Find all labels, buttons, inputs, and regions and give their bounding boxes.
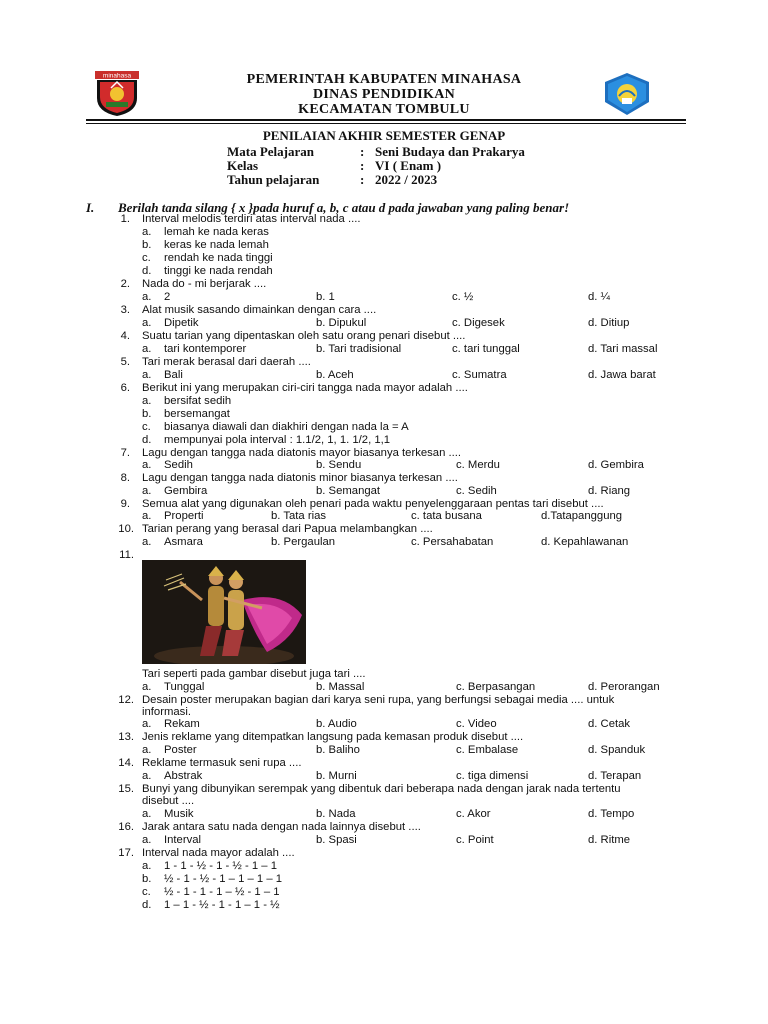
- option-b[interactable]: b. Massal: [316, 681, 365, 693]
- header-rule-thin: [86, 123, 686, 124]
- option-d[interactable]: d. Cetak: [588, 718, 631, 730]
- option-label: a.: [142, 808, 152, 820]
- option-c[interactable]: c. tari tunggal: [452, 343, 520, 355]
- option-a[interactable]: Bali: [164, 369, 183, 381]
- option-text: bersemangat: [164, 408, 230, 420]
- meta-key: Kelas: [227, 158, 259, 173]
- question-text-continued: disebut ....: [142, 795, 195, 807]
- meta-key: Mata Pelajaran: [227, 144, 315, 159]
- question-number: 7.: [120, 447, 130, 459]
- option-d[interactable]: d. Riang: [588, 485, 631, 497]
- meta-value: Seni Budaya dan Prakarya: [375, 144, 525, 159]
- header-line-3: KECAMATAN TOMBULU: [298, 102, 470, 117]
- question-number: 10.: [118, 523, 134, 535]
- question-number: 16.: [118, 821, 134, 833]
- meta-value: 2022 / 2023: [375, 172, 438, 187]
- option-label: a.: [142, 510, 152, 522]
- option-b[interactable]: b. Sendu: [316, 459, 362, 471]
- option-d[interactable]: d. Gembira: [588, 459, 644, 471]
- option-d[interactable]: d. Terapan: [588, 770, 642, 782]
- option-b[interactable]: b. Baliho: [316, 744, 360, 756]
- option-text: 1 – 1 - ½ - 1 - 1 – 1 - ½: [164, 899, 280, 911]
- option-a[interactable]: Gembira: [164, 485, 208, 497]
- option-label: a.: [142, 395, 152, 407]
- question-number: 1.: [120, 213, 130, 225]
- option-d[interactable]: d.Tatapanggung: [541, 510, 623, 522]
- question-text: Desain poster merupakan bagian dari karya seni rupa, yang berfungsi sebagai media .... untuk: [142, 694, 615, 706]
- question-text: Tari merak berasal dari daerah ....: [142, 356, 311, 368]
- option-d[interactable]: d. Ritme: [588, 834, 631, 846]
- option-c[interactable]: c. Sumatra: [452, 369, 507, 381]
- option-b[interactable]: b. Murni: [316, 770, 357, 782]
- option-label: b.: [142, 408, 152, 420]
- option-b[interactable]: b. Dipukul: [316, 317, 367, 329]
- question-text: Reklame termasuk seni rupa ....: [142, 757, 302, 769]
- option-text: rendah ke nada tinggi: [164, 252, 273, 264]
- option-label: a.: [142, 681, 152, 693]
- question-text: Nada do - mi berjarak ....: [142, 278, 267, 290]
- dance-photo: [142, 560, 306, 664]
- option-b[interactable]: b. Nada: [316, 808, 356, 820]
- option-a[interactable]: Tunggal: [164, 681, 205, 693]
- option-d[interactable]: d. Jawa barat: [588, 369, 656, 381]
- option-text: 1 - 1 - ½ - 1 - ½ - 1 – 1: [164, 860, 278, 872]
- option-c[interactable]: c. tata busana: [411, 510, 482, 522]
- option-a[interactable]: 2: [164, 291, 171, 303]
- option-c[interactable]: c. tiga dimensi: [456, 770, 529, 782]
- section-number: I.: [86, 200, 95, 215]
- option-c[interactable]: c. Berpasangan: [456, 681, 536, 693]
- option-label: a.: [142, 485, 152, 497]
- question-number: 12.: [118, 694, 134, 706]
- question-number: 2.: [120, 278, 130, 290]
- option-label: a.: [142, 459, 152, 471]
- option-label: a.: [142, 226, 152, 238]
- option-a[interactable]: Abstrak: [164, 770, 203, 782]
- option-c[interactable]: c. Persahabatan: [411, 536, 494, 548]
- meta-value: VI ( Enam ): [375, 158, 442, 173]
- option-label: a.: [142, 744, 152, 756]
- option-label: a.: [142, 317, 152, 329]
- option-b[interactable]: b. Aceh: [316, 369, 354, 381]
- question-number: 8.: [120, 472, 130, 484]
- option-a[interactable]: Properti: [164, 510, 204, 522]
- option-label: d.: [142, 434, 152, 446]
- header-line-1: PEMERINTAH KABUPATEN MINAHASA: [246, 72, 522, 87]
- question-number: 11.: [119, 549, 134, 561]
- option-text: bersifat sedih: [164, 395, 232, 407]
- question-text: Semua alat yang digunakan oleh penari pada waktu penyelenggaraan pentas tari disebut ....: [142, 498, 604, 510]
- option-label: d.: [142, 899, 152, 911]
- question-number: 14.: [118, 757, 134, 769]
- option-label: c.: [142, 252, 151, 264]
- meta-colon: :: [360, 158, 365, 173]
- option-text: tinggi ke nada rendah: [164, 265, 273, 277]
- meta-key: Tahun pelajaran: [227, 172, 320, 187]
- option-text: ½ - 1 - ½ - 1 – 1 – 1 – 1: [164, 873, 283, 885]
- option-d[interactable]: d. Perorangan: [588, 681, 660, 693]
- option-c[interactable]: c. Video: [456, 718, 497, 730]
- question-text: Lagu dengan tangga nada diatonis minor biasanya terkesan ....: [142, 472, 458, 484]
- option-b[interactable]: b. Pergaulan: [271, 536, 336, 548]
- option-c[interactable]: c. ½: [452, 291, 474, 303]
- option-label: a.: [142, 536, 152, 548]
- option-d[interactable]: d. Ditiup: [588, 317, 630, 329]
- option-label: d.: [142, 265, 152, 277]
- option-c[interactable]: c. Merdu: [456, 459, 500, 471]
- option-label: b.: [142, 239, 152, 251]
- question-text: Interval melodis terdiri atas interval nada ....: [142, 213, 361, 225]
- option-c[interactable]: c. Embalase: [456, 744, 519, 756]
- option-label: a.: [142, 834, 152, 846]
- option-a[interactable]: Rekam: [164, 718, 200, 730]
- option-text: lemah ke nada keras: [164, 226, 269, 238]
- option-a[interactable]: tari kontemporer: [164, 343, 247, 355]
- option-label: a.: [142, 343, 152, 355]
- option-label: c.: [142, 421, 151, 433]
- option-d[interactable]: d. Tari massal: [588, 343, 658, 355]
- option-a[interactable]: Dipetik: [164, 317, 199, 329]
- section-text: Berilah tanda silang { x }pada huruf a, b, c atau d pada jawaban yang paling benar!: [118, 200, 570, 215]
- emblem-text: minahasa: [102, 72, 132, 80]
- option-b[interactable]: b. 1: [316, 291, 335, 303]
- option-label: b.: [142, 873, 152, 885]
- option-b[interactable]: b. Tata rias: [271, 510, 327, 522]
- question-text: Jenis reklame yang ditempatkan langsung pada kemasan produk disebut ....: [142, 731, 524, 743]
- option-b[interactable]: b. Semangat: [316, 485, 381, 497]
- option-text: biasanya diawali dan diakhiri dengan nada la = A: [164, 421, 409, 433]
- question-number: 5.: [120, 356, 130, 368]
- option-c[interactable]: c. Point: [456, 834, 494, 846]
- question-text: Tarian perang yang berasal dari Papua melambangkan ....: [142, 523, 433, 535]
- question-number: 4.: [120, 330, 130, 342]
- question-text-continued: informasi.: [142, 706, 191, 718]
- option-d[interactable]: d. Tempo: [588, 808, 635, 820]
- meta-colon: :: [360, 172, 365, 187]
- question-number: 15.: [118, 783, 134, 795]
- meta-colon: :: [360, 144, 365, 159]
- question-text: Interval nada mayor adalah ....: [142, 847, 295, 859]
- header-line-2: DINAS PENDIDIKAN: [312, 87, 456, 102]
- option-d[interactable]: d. Kepahlawanan: [541, 536, 629, 548]
- option-label: a.: [142, 718, 152, 730]
- option-b[interactable]: b. Spasi: [316, 834, 357, 846]
- header-rule-thick: [86, 119, 686, 121]
- question-text: Lagu dengan tangga nada diatonis mayor biasanya terkesan ....: [142, 447, 462, 459]
- question-text: Alat musik sasando dimainkan dengan cara ....: [142, 304, 377, 316]
- option-c[interactable]: c. Sedih: [456, 485, 497, 497]
- question-text: Suatu tarian yang dipentaskan oleh satu orang penari disebut ....: [142, 330, 466, 342]
- option-a[interactable]: Poster: [164, 744, 197, 756]
- option-label: a.: [142, 369, 152, 381]
- option-c[interactable]: c. Digesek: [452, 317, 505, 329]
- option-d[interactable]: d. Spanduk: [588, 744, 646, 756]
- option-b[interactable]: b. Tari tradisional: [316, 343, 402, 355]
- question-text: Tari seperti pada gambar disebut juga tari ....: [142, 668, 366, 680]
- exam-title: PENILAIAN AKHIR SEMESTER GENAP: [262, 128, 506, 143]
- question-text: Berikut ini yang merupakan ciri-ciri tangga nada mayor adalah ....: [142, 382, 468, 394]
- question-number: 6.: [120, 382, 130, 394]
- option-label: a.: [142, 860, 152, 872]
- question-number: 13.: [118, 731, 134, 743]
- option-a[interactable]: Sedih: [164, 459, 193, 471]
- option-text: ½ - 1 - 1 - 1 – ½ - 1 – 1: [164, 886, 280, 898]
- option-text: mempunyai pola interval : 1.1/2, 1, 1. 1/2, 1,1: [164, 434, 391, 446]
- option-c[interactable]: c. Akor: [456, 808, 491, 820]
- question-number: 3.: [120, 304, 130, 316]
- option-label: a.: [142, 291, 152, 303]
- option-d[interactable]: d. ¼: [588, 291, 610, 303]
- option-a[interactable]: Interval: [164, 834, 202, 846]
- question-text: Jarak antara satu nada dengan nada lainnya disebut ....: [142, 821, 421, 833]
- question-text: Bunyi yang dibunyikan serempak yang dibentuk dari beberapa nada dengan jarak nada tertentu: [142, 783, 621, 795]
- question-number: 9.: [120, 498, 130, 510]
- option-text: keras ke nada lemah: [164, 239, 269, 251]
- option-label: a.: [142, 770, 152, 782]
- option-b[interactable]: b. Audio: [316, 718, 357, 730]
- option-a[interactable]: Musik: [164, 808, 194, 820]
- option-label: c.: [142, 886, 151, 898]
- question-number: 17.: [118, 847, 134, 859]
- option-a[interactable]: Asmara: [164, 536, 203, 548]
